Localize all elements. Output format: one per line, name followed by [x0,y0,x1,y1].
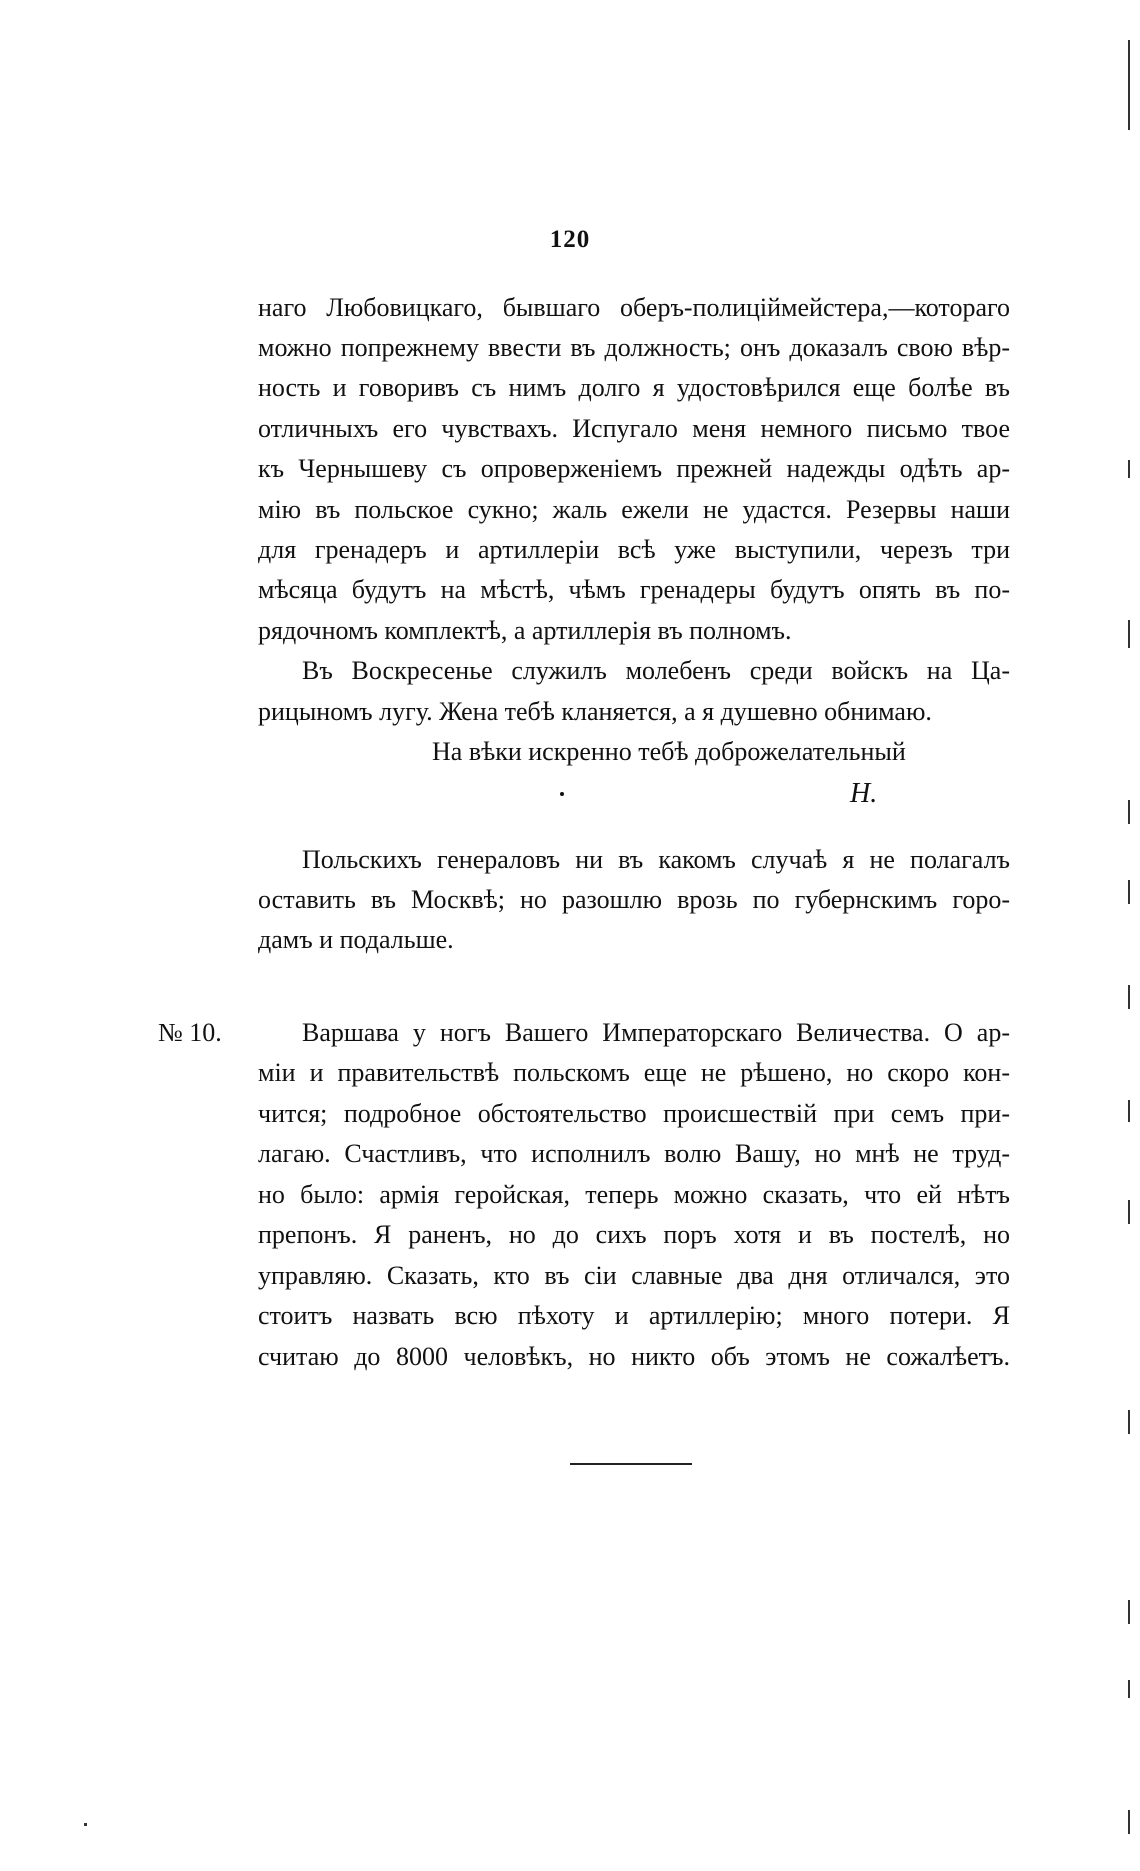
text-line: Польскихъ генераловъ ни въ какомъ случаѣ я не полагалъ [302,845,1010,874]
scan-edge-mark [1128,800,1130,824]
text-line: можно попрежнему ввести въ должность; онъ доказалъ свою вѣр- [258,333,1010,362]
scan-edge-mark [1128,620,1130,648]
text-line: оставить въ Москвѣ; но разошлю врозь по губернскимъ горо- [258,885,1010,914]
scan-edge-mark [1128,880,1130,904]
section-divider [570,1463,692,1465]
text-line: Варшава у ногъ Вашего Императорскаго Величества. О ар- [302,1018,1010,1047]
text-line: къ Чернышеву съ опроверженiемъ прежней надежды одѣть ар- [258,454,1010,483]
text-line: препонъ. Я раненъ, но до сихъ поръ хотя и въ постелѣ, но [258,1220,1010,1249]
scan-edge-mark [1128,1600,1130,1624]
scan-edge-mark [1128,985,1130,1009]
text-line: мiи и правительствѣ польскомъ еще не рѣшено, но скоро кон- [258,1058,1010,1087]
text-line: для гренадеръ и артиллерiи всѣ уже выступили, черезъ три [258,535,1010,564]
letter-number: № 10. [158,1018,222,1047]
text-line: чится; подробное обстоятельство происшествiй при семъ при- [258,1099,1010,1128]
text-line: мiю въ польское сукно; жаль ежели не удастся. Резервы наши [258,495,1010,524]
text-line: дамъ и подальше. [258,925,454,954]
scan-edge-mark [1128,1100,1130,1122]
scan-edge-mark [1128,1200,1130,1224]
page-number: 120 [549,226,591,253]
text-line: но было: армiя геройская, теперь можно сказать, что ей нѣтъ [258,1180,1010,1209]
text-line: рядочномъ комплектѣ, а артиллерiя въ полномъ. [258,616,792,645]
text-line: лагаю. Счастливъ, что исполнилъ волю Вашу, но мнѣ не труд- [258,1139,1010,1168]
closing-line: На вѣки искренно тебѣ доброжелательный [432,737,906,766]
scan-edge-mark [1128,80,1130,130]
scan-edge-mark [1128,1410,1130,1434]
scan-edge-mark [1128,1810,1130,1834]
scan-edge-mark [1128,460,1130,478]
text-line: рицыномъ лугу. Жена тебѣ кланяется, а я душевно обнимаю. [258,697,932,726]
scan-edge-mark [1128,1680,1130,1698]
text-line: считаю до 8000 человѣкъ, но никто объ этомъ не сожалѣетъ. [258,1342,1010,1371]
text-line: наго Любовицкаго, бывшаго оберъ-полицiймейстера,—котораго [258,293,1010,322]
text-line: стоитъ назвать всю пѣхоту и артиллерiю; много потери. Я [258,1301,1010,1330]
text-line: ность и говоривъ съ нимъ долго я удостовѣрился еще болѣе въ [258,373,1010,402]
scan-speck [84,1823,87,1826]
text-line: управляю. Сказать, кто въ сiи славные два дня отличался, это [258,1261,1010,1290]
text-line: отличныхъ его чувствахъ. Испугало меня немного письмо твое [258,414,1010,443]
ink-dot [560,792,564,796]
signature: Н. [850,778,878,809]
text-line: мѣсяца будутъ на мѣстѣ, чѣмъ гренадеры будутъ опять въ по- [258,575,1010,604]
text-line: Въ Воскресенье служилъ молебенъ среди войскъ на Ца- [302,656,1010,685]
